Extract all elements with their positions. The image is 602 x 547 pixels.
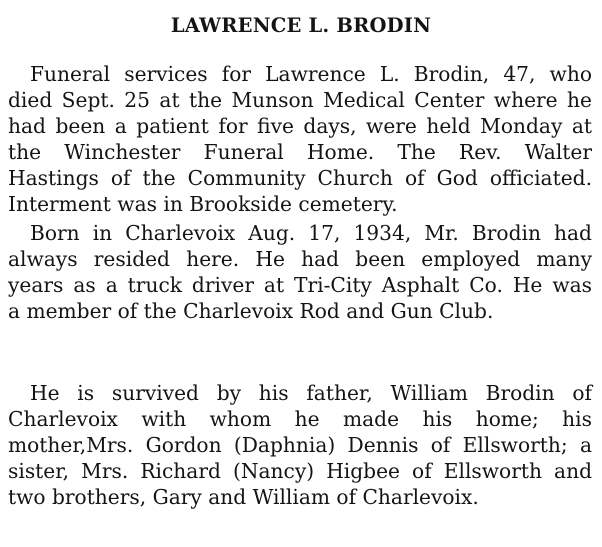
text-line: Born in Charlevoix Aug. 17, 1934, Mr. Brodin had [30, 221, 592, 245]
text-line: Funeral services for Lawrence L. Brodin, 47, who [30, 62, 592, 86]
obituary-headline: LAWRENCE L. BRODIN [170, 14, 432, 37]
text-line: Interment was in Brookside cemetery. [8, 192, 398, 216]
text-line: Hastings of the Community Church of God officiated. [8, 166, 592, 190]
text-line: sister, Mrs. Richard (Nancy) Higbee of Ellsworth and [8, 459, 592, 483]
text-line: years as a truck driver at Tri-City Asphalt Co. He was [8, 273, 592, 297]
text-line: had been a patient for five days, were held Monday at [8, 114, 592, 138]
text-line: Charlevoix with whom he made his home; his [8, 407, 592, 431]
text-line: the Winchester Funeral Home. The Rev. Walter [8, 140, 592, 164]
text-line: died Sept. 25 at the Munson Medical Center where he [8, 88, 592, 112]
text-line: a member of the Charlevoix Rod and Gun Club. [8, 299, 494, 323]
text-line: mother,Mrs. Gordon (Daphnia) Dennis of Ellsworth; a [8, 433, 592, 457]
text-line: He is survived by his father, William Brodin of [30, 381, 592, 405]
text-line: two brothers, Gary and William of Charlevoix. [8, 485, 479, 509]
text-line: always resided here. He had been employed many [8, 247, 592, 271]
